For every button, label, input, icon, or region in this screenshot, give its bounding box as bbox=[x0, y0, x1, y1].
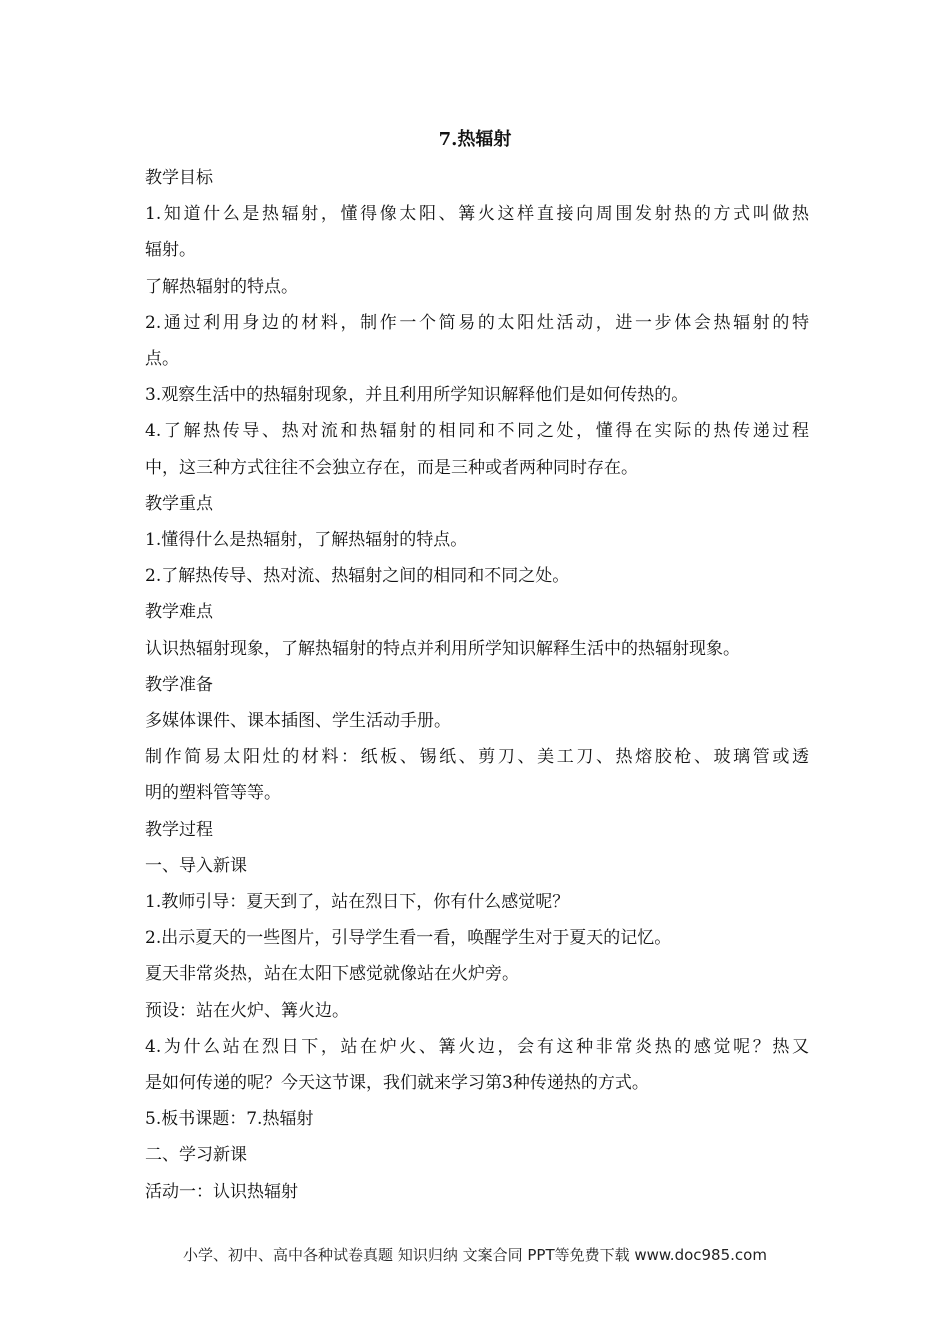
objective-1-line-3: 了解热辐射的特点。 bbox=[145, 276, 298, 297]
process-preset: 预设：站在火炉、篝火边。 bbox=[145, 1000, 349, 1021]
subheading-introduction: 一、导入新课 bbox=[145, 855, 247, 876]
section-heading-difficulties: 教学难点 bbox=[145, 602, 213, 623]
document-title: 7.热辐射 bbox=[438, 129, 512, 150]
objective-1-line-1: 1.知道什么是热辐射，懂得像太阳、篝火这样直接向周围发射热的方式叫做热 bbox=[145, 204, 809, 225]
key-point-2: 2.了解热传导、热对流、热辐射之间的相同和不同之处。 bbox=[145, 566, 570, 587]
section-heading-preparation: 教学准备 bbox=[145, 674, 213, 695]
preparation-item-2-line-2: 明的塑料管等等。 bbox=[145, 783, 281, 804]
section-heading-process: 教学过程 bbox=[145, 819, 213, 840]
process-note-summer: 夏天非常炎热，站在太阳下感觉就像站在火炉旁。 bbox=[145, 964, 519, 985]
objective-2-line-1: 2.通过利用身边的材料，制作一个简易的太阳灶活动，进一步体会热辐射的特 bbox=[145, 312, 809, 333]
key-point-1: 1.懂得什么是热辐射，了解热辐射的特点。 bbox=[145, 530, 468, 551]
objective-2-line-2: 点。 bbox=[145, 349, 179, 370]
preparation-item-1: 多媒体课件、课本插图、学生活动手册。 bbox=[145, 711, 451, 732]
section-heading-objectives: 教学目标 bbox=[145, 168, 213, 188]
process-step-5: 5.板书课题：7.热辐射 bbox=[145, 1109, 314, 1130]
process-step-4-line-2: 是如何传递的呢？今天这节课，我们就来学习第3种传递热的方式。 bbox=[145, 1073, 649, 1094]
process-step-1: 1.教师引导：夏天到了，站在烈日下，你有什么感觉呢？ bbox=[145, 892, 570, 913]
objective-1-line-2: 辐射。 bbox=[145, 240, 196, 261]
document-body bbox=[145, 160, 809, 1210]
activity-1-heading: 活动一：认识热辐射 bbox=[145, 1181, 298, 1202]
objective-4-line-2: 中，这三种方式往往不会独立存在，而是三种或者两种同时存在。 bbox=[145, 457, 638, 478]
subheading-new-lesson: 二、学习新课 bbox=[145, 1145, 247, 1166]
preparation-item-2-line-1: 制作简易太阳灶的材料：纸板、锡纸、剪刀、美工刀、热熔胶枪、玻璃管或透 bbox=[145, 747, 809, 768]
process-step-4-line-1: 4.为什么站在烈日下，站在炉火、篝火边，会有这种非常炎热的感觉呢？热又 bbox=[145, 1036, 809, 1057]
section-heading-key-points: 教学重点 bbox=[145, 493, 213, 514]
footer-banner: 小学、初中、高中各种试卷真题 知识归纳 文案合同 PPT等免费下载 www.doc985.com bbox=[183, 1246, 767, 1264]
objective-3: 3.观察生活中的热辐射现象，并且利用所学知识解释他们是如何传热的。 bbox=[145, 385, 689, 406]
objective-4-line-1: 4.了解热传导、热对流和热辐射的相同和不同之处，懂得在实际的热传递过程 bbox=[145, 421, 809, 442]
difficulty-text: 认识热辐射现象，了解热辐射的特点并利用所学知识解释生活中的热辐射现象。 bbox=[145, 638, 740, 659]
process-step-2: 2.出示夏天的一些图片，引导学生看一看，唤醒学生对于夏天的记忆。 bbox=[145, 928, 672, 949]
